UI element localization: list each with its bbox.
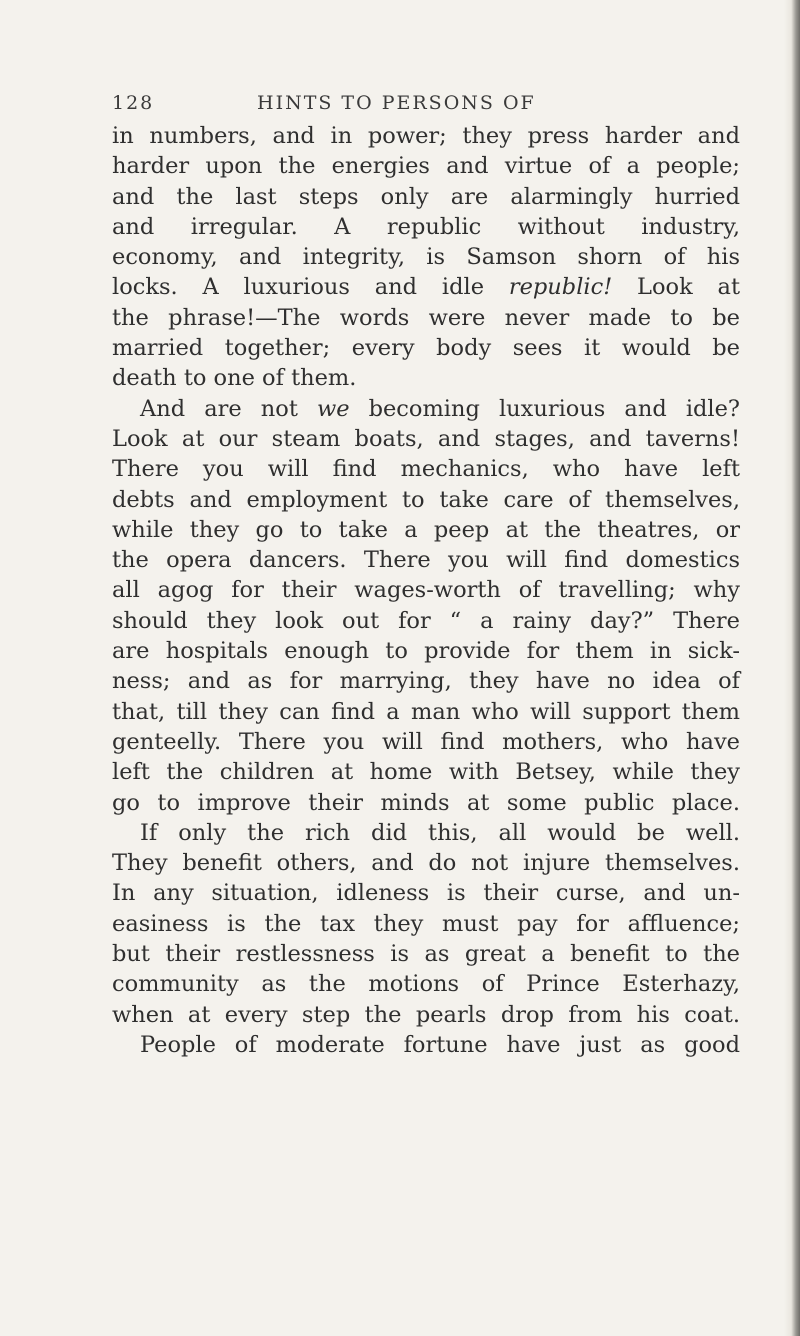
text-line: debts and employment to take care of themselves,: [112, 486, 740, 513]
text-line: and the last steps only are alarmingly hurried: [112, 183, 740, 210]
page-edge-shadow: [784, 0, 800, 1336]
text-line: the opera dancers. There you will find domestics: [112, 547, 740, 574]
text-line: when at every step the pearls drop from his coat.: [112, 1001, 740, 1028]
text-line: And are not we becoming luxurious and idle?: [140, 395, 740, 422]
text-line: while they go to take a peep at the theatres, or: [112, 516, 740, 543]
text-line: They benefit others, and do not injure themselves.: [112, 850, 740, 877]
text-line: the phrase!—The words were never made to be: [112, 304, 740, 331]
running-head: HINTS TO PERSONS OF: [257, 92, 536, 114]
body-text: [112, 121, 740, 1060]
text-line: all agog for their wages-worth of travelling; why: [112, 577, 740, 604]
text-line: go to improve their minds at some public place.: [112, 789, 740, 816]
text-line: in numbers, and in power; they press harder and: [112, 123, 740, 149]
text-line: easiness is the tax they must pay for affluence;: [112, 910, 740, 937]
text-line: There you will find mechanics, who have left: [112, 456, 740, 483]
text-line: People of moderate fortune have just as good: [140, 1031, 740, 1058]
page-header: [112, 92, 672, 118]
text-line: ness; and as for marrying, they have no idea of: [112, 668, 740, 695]
text-line: but their restlessness is as great a benefit to the: [112, 941, 740, 968]
text-line: community as the motions of Prince Esterhazy,: [112, 971, 740, 998]
text-line: If only the rich did this, all would be well.: [140, 819, 740, 846]
text-line: In any situation, idleness is their curse, and un-: [112, 880, 740, 907]
text-line: economy, and integrity, is Samson shorn of his: [112, 244, 740, 271]
text-line: left the children at home with Betsey, while they: [112, 759, 740, 786]
text-line: locks. A luxurious and idle republic! Look at: [112, 274, 740, 301]
text-line: death to one of them.: [112, 365, 357, 392]
text-line: are hospitals enough to provide for them in sick-: [112, 638, 740, 665]
page-number: 128: [112, 92, 155, 114]
text-line: Look at our steam boats, and stages, and taverns!: [112, 425, 740, 452]
text-line: and irregular. A republic without industry,: [112, 213, 740, 240]
text-line: should they look out for “ a rainy day?” There: [112, 607, 740, 634]
text-line: harder upon the energies and virtue of a people;: [112, 153, 740, 180]
text-line: married together; every body sees it would be: [112, 335, 740, 362]
text-line: that, till they can find a man who will support them: [112, 698, 740, 725]
text-line: genteelly. There you will find mothers, who have: [112, 728, 740, 755]
